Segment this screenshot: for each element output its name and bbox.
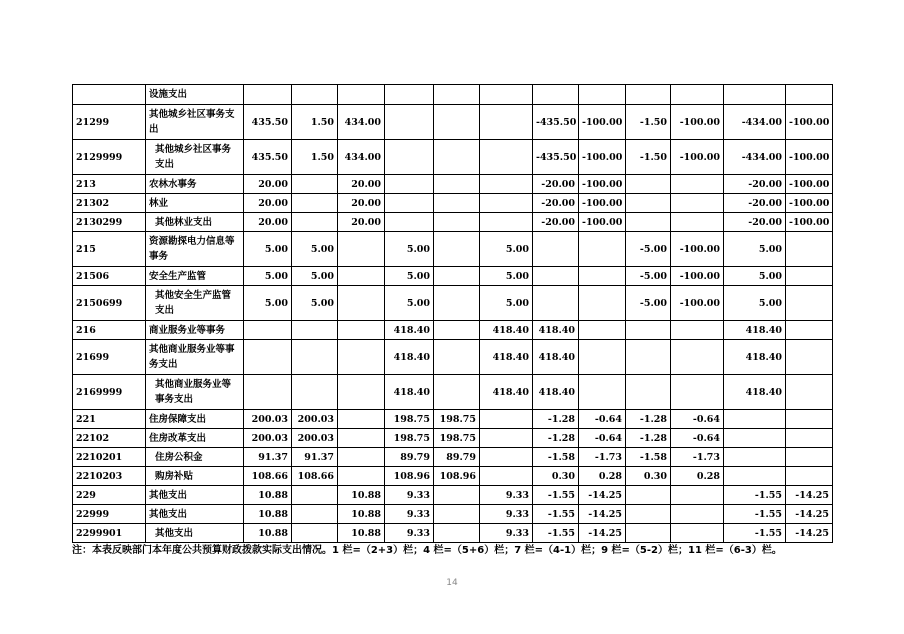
subject-name-cell: 其他城乡社区事务支出 <box>146 105 244 140</box>
subject-name-cell: 住房改革支出 <box>146 429 244 448</box>
subject-code-cell: 229 <box>73 486 146 505</box>
amount-cell: -100.00 <box>786 213 833 232</box>
amount-cell: 418.40 <box>480 340 533 375</box>
table-row <box>73 486 833 505</box>
amount-cell: 89.79 <box>434 448 480 467</box>
amount-cell: -20.00 <box>724 194 786 213</box>
amount-cell <box>626 524 671 543</box>
amount-cell: -0.64 <box>579 429 626 448</box>
amount-cell: -100.00 <box>671 140 724 175</box>
table-row <box>73 524 833 543</box>
amount-cell: 10.88 <box>338 524 385 543</box>
amount-cell <box>480 194 533 213</box>
amount-cell: -1.28 <box>533 429 579 448</box>
amount-cell: 10.88 <box>338 486 385 505</box>
amount-cell: -100.00 <box>579 105 626 140</box>
subject-code-cell: 2150699 <box>73 286 146 321</box>
amount-cell: -1.73 <box>671 448 724 467</box>
amount-cell: -100.00 <box>671 105 724 140</box>
amount-cell: 418.40 <box>724 375 786 410</box>
subject-name-cell: 购房补贴 <box>146 467 244 486</box>
amount-cell <box>292 375 338 410</box>
subject-code-cell: 221 <box>73 410 146 429</box>
table-row <box>73 105 833 140</box>
subject-code-cell: 216 <box>73 321 146 340</box>
amount-cell <box>292 486 338 505</box>
amount-cell <box>434 232 480 267</box>
amount-cell <box>579 232 626 267</box>
amount-cell: 418.40 <box>533 340 579 375</box>
subject-name-cell: 其他安全生产监管支出 <box>146 286 244 321</box>
subject-code-cell: 215 <box>73 232 146 267</box>
amount-cell <box>434 486 480 505</box>
amount-cell: -100.00 <box>671 286 724 321</box>
table-row <box>73 267 833 286</box>
amount-cell <box>626 85 671 105</box>
amount-cell: 9.33 <box>480 486 533 505</box>
amount-cell <box>533 85 579 105</box>
amount-cell: -100.00 <box>786 140 833 175</box>
amount-cell <box>786 232 833 267</box>
subject-name-cell: 其他支出 <box>146 524 244 543</box>
table-row <box>73 505 833 524</box>
amount-cell <box>385 105 434 140</box>
amount-cell: 5.00 <box>385 286 434 321</box>
amount-cell <box>292 505 338 524</box>
table-row <box>73 194 833 213</box>
amount-cell: 5.00 <box>244 267 292 286</box>
amount-cell <box>786 467 833 486</box>
amount-cell: -435.50 <box>533 140 579 175</box>
subject-code-cell: 22102 <box>73 429 146 448</box>
amount-cell <box>671 213 724 232</box>
subject-name-cell: 住房公积金 <box>146 448 244 467</box>
amount-cell: 434.00 <box>338 105 385 140</box>
amount-cell <box>579 321 626 340</box>
amount-cell: 434.00 <box>338 140 385 175</box>
amount-cell: 418.40 <box>533 375 579 410</box>
amount-cell <box>480 140 533 175</box>
amount-cell <box>579 85 626 105</box>
amount-cell: 198.75 <box>434 429 480 448</box>
amount-cell <box>292 340 338 375</box>
amount-cell <box>724 410 786 429</box>
subject-name-cell: 农林水事务 <box>146 175 244 194</box>
amount-cell <box>434 85 480 105</box>
amount-cell <box>480 429 533 448</box>
amount-cell: 0.30 <box>626 467 671 486</box>
subject-code-cell: 22999 <box>73 505 146 524</box>
amount-cell: 20.00 <box>244 175 292 194</box>
amount-cell <box>434 213 480 232</box>
amount-cell <box>626 505 671 524</box>
amount-cell <box>434 505 480 524</box>
amount-cell <box>724 85 786 105</box>
amount-cell: -100.00 <box>786 194 833 213</box>
amount-cell: 5.00 <box>480 232 533 267</box>
amount-cell <box>292 321 338 340</box>
subject-name-cell: 其他支出 <box>146 486 244 505</box>
table-row <box>73 429 833 448</box>
amount-cell: 9.33 <box>385 524 434 543</box>
amount-cell <box>626 175 671 194</box>
amount-cell <box>338 375 385 410</box>
amount-cell: 418.40 <box>480 321 533 340</box>
subject-code-cell: 21302 <box>73 194 146 213</box>
amount-cell: 5.00 <box>724 286 786 321</box>
amount-cell: 5.00 <box>385 267 434 286</box>
amount-cell: 9.33 <box>385 486 434 505</box>
table-row <box>73 232 833 267</box>
amount-cell: 20.00 <box>244 194 292 213</box>
amount-cell <box>292 85 338 105</box>
amount-cell <box>480 175 533 194</box>
amount-cell <box>626 340 671 375</box>
table-row <box>73 85 833 105</box>
amount-cell: -100.00 <box>579 213 626 232</box>
amount-cell <box>579 340 626 375</box>
amount-cell: 1.50 <box>292 105 338 140</box>
subject-code-cell: 2299901 <box>73 524 146 543</box>
amount-cell: 200.03 <box>292 429 338 448</box>
subject-name-cell: 其他城乡社区事务支出 <box>146 140 244 175</box>
amount-cell <box>480 105 533 140</box>
amount-cell: -5.00 <box>626 286 671 321</box>
amount-cell <box>244 321 292 340</box>
amount-cell <box>292 175 338 194</box>
amount-cell: 418.40 <box>385 340 434 375</box>
amount-cell: 200.03 <box>244 410 292 429</box>
amount-cell <box>480 467 533 486</box>
subject-code-cell <box>73 85 146 105</box>
amount-cell: -435.50 <box>533 105 579 140</box>
amount-cell: 0.28 <box>671 467 724 486</box>
subject-code-cell: 2210201 <box>73 448 146 467</box>
subject-name-cell: 其他支出 <box>146 505 244 524</box>
amount-cell <box>480 410 533 429</box>
amount-cell <box>671 194 724 213</box>
amount-cell <box>671 486 724 505</box>
subject-code-cell: 2169999 <box>73 375 146 410</box>
amount-cell: 5.00 <box>244 232 292 267</box>
amount-cell: 5.00 <box>292 267 338 286</box>
amount-cell: 0.30 <box>533 467 579 486</box>
amount-cell: 418.40 <box>385 375 434 410</box>
subject-name-cell: 商业服务业等事务 <box>146 321 244 340</box>
amount-cell <box>244 85 292 105</box>
amount-cell: 1.50 <box>292 140 338 175</box>
amount-cell: -1.55 <box>724 524 786 543</box>
amount-cell: -100.00 <box>671 232 724 267</box>
amount-cell <box>338 448 385 467</box>
amount-cell: 418.40 <box>533 321 579 340</box>
amount-cell <box>579 286 626 321</box>
amount-cell <box>434 286 480 321</box>
subject-name-cell: 安全生产监管 <box>146 267 244 286</box>
amount-cell <box>671 375 724 410</box>
table-row <box>73 321 833 340</box>
table-footnote: 注：本表反映部门本年度公共预算财政拨款实际支出情况。1 栏=（2+3）栏；4 栏=（5+6）栏；7 栏=（4-1）栏；9 栏=（5-2）栏；11 栏=（6-3）栏。 <box>72 545 782 556</box>
amount-cell <box>434 105 480 140</box>
amount-cell: 20.00 <box>244 213 292 232</box>
amount-cell <box>786 375 833 410</box>
amount-cell: -1.58 <box>533 448 579 467</box>
amount-cell: 10.88 <box>244 505 292 524</box>
amount-cell <box>533 232 579 267</box>
subject-code-cell: 2129999 <box>73 140 146 175</box>
amount-cell <box>533 267 579 286</box>
amount-cell <box>434 194 480 213</box>
amount-cell: 200.03 <box>292 410 338 429</box>
amount-cell <box>480 448 533 467</box>
amount-cell: -5.00 <box>626 267 671 286</box>
amount-cell <box>480 213 533 232</box>
amount-cell: 418.40 <box>480 375 533 410</box>
amount-cell <box>724 429 786 448</box>
amount-cell: -20.00 <box>533 194 579 213</box>
amount-cell: -1.55 <box>724 486 786 505</box>
amount-cell: -20.00 <box>724 213 786 232</box>
amount-cell <box>338 340 385 375</box>
amount-cell <box>338 267 385 286</box>
amount-cell <box>244 375 292 410</box>
amount-cell: -20.00 <box>533 175 579 194</box>
amount-cell <box>292 194 338 213</box>
table-row <box>73 340 833 375</box>
amount-cell <box>626 194 671 213</box>
amount-cell: 0.28 <box>579 467 626 486</box>
amount-cell: 435.50 <box>244 105 292 140</box>
subject-name-cell: 林业 <box>146 194 244 213</box>
amount-cell <box>385 175 434 194</box>
amount-cell: 10.88 <box>244 486 292 505</box>
amount-cell <box>786 429 833 448</box>
amount-cell: 108.96 <box>434 467 480 486</box>
amount-cell: -14.25 <box>579 486 626 505</box>
amount-cell: -100.00 <box>579 194 626 213</box>
subject-name-cell: 其他林业支出 <box>146 213 244 232</box>
amount-cell: -20.00 <box>533 213 579 232</box>
amount-cell <box>434 267 480 286</box>
amount-cell <box>480 85 533 105</box>
amount-cell <box>671 321 724 340</box>
amount-cell <box>244 340 292 375</box>
table-body <box>73 85 833 543</box>
amount-cell <box>338 286 385 321</box>
amount-cell: -5.00 <box>626 232 671 267</box>
amount-cell: 5.00 <box>244 286 292 321</box>
amount-cell: -100.00 <box>579 140 626 175</box>
amount-cell: 10.88 <box>244 524 292 543</box>
amount-cell: 10.88 <box>338 505 385 524</box>
amount-cell <box>626 375 671 410</box>
amount-cell <box>579 375 626 410</box>
amount-cell <box>385 194 434 213</box>
amount-cell: 20.00 <box>338 213 385 232</box>
amount-cell: -1.55 <box>533 486 579 505</box>
amount-cell: 5.00 <box>724 267 786 286</box>
amount-cell <box>626 213 671 232</box>
amount-cell: 20.00 <box>338 194 385 213</box>
amount-cell: -14.25 <box>786 505 833 524</box>
amount-cell: -100.00 <box>786 175 833 194</box>
table-row <box>73 375 833 410</box>
amount-cell: -1.28 <box>626 410 671 429</box>
amount-cell <box>338 429 385 448</box>
amount-cell: 108.66 <box>244 467 292 486</box>
amount-cell <box>786 340 833 375</box>
table-row <box>73 213 833 232</box>
subject-name-cell: 设施支出 <box>146 85 244 105</box>
amount-cell <box>338 410 385 429</box>
amount-cell: -1.28 <box>626 429 671 448</box>
amount-cell: 5.00 <box>724 232 786 267</box>
subject-code-cell: 2130299 <box>73 213 146 232</box>
budget-expenditure-table <box>72 84 833 543</box>
amount-cell <box>626 486 671 505</box>
subject-code-cell: 21699 <box>73 340 146 375</box>
amount-cell: 89.79 <box>385 448 434 467</box>
table-row <box>73 448 833 467</box>
amount-cell: 418.40 <box>724 340 786 375</box>
amount-cell <box>786 448 833 467</box>
subject-code-cell: 21299 <box>73 105 146 140</box>
amount-cell: -100.00 <box>579 175 626 194</box>
amount-cell: -20.00 <box>724 175 786 194</box>
subject-name-cell: 资源勘探电力信息等事务 <box>146 232 244 267</box>
amount-cell: -0.64 <box>671 429 724 448</box>
subject-code-cell: 2210203 <box>73 467 146 486</box>
amount-cell <box>338 85 385 105</box>
amount-cell: 9.33 <box>385 505 434 524</box>
amount-cell: -434.00 <box>724 105 786 140</box>
amount-cell: -14.25 <box>786 486 833 505</box>
table-row <box>73 286 833 321</box>
amount-cell <box>724 467 786 486</box>
page-number: 14 <box>446 578 458 588</box>
amount-cell: -1.50 <box>626 105 671 140</box>
amount-cell: -100.00 <box>786 105 833 140</box>
amount-cell <box>671 524 724 543</box>
amount-cell: -1.28 <box>533 410 579 429</box>
amount-cell: 198.75 <box>385 429 434 448</box>
amount-cell <box>786 410 833 429</box>
amount-cell: -1.55 <box>533 524 579 543</box>
amount-cell: 5.00 <box>480 286 533 321</box>
subject-name-cell: 住房保障支出 <box>146 410 244 429</box>
amount-cell: -1.50 <box>626 140 671 175</box>
amount-cell <box>434 140 480 175</box>
amount-cell: 108.96 <box>385 467 434 486</box>
amount-cell: 418.40 <box>724 321 786 340</box>
amount-cell: -0.64 <box>579 410 626 429</box>
amount-cell <box>434 340 480 375</box>
amount-cell: -14.25 <box>579 524 626 543</box>
amount-cell: 5.00 <box>385 232 434 267</box>
amount-cell <box>434 321 480 340</box>
amount-cell: 418.40 <box>385 321 434 340</box>
amount-cell <box>786 286 833 321</box>
amount-cell <box>786 85 833 105</box>
amount-cell <box>385 140 434 175</box>
amount-cell <box>338 232 385 267</box>
amount-cell <box>385 213 434 232</box>
amount-cell <box>626 321 671 340</box>
amount-cell: -1.73 <box>579 448 626 467</box>
amount-cell <box>292 524 338 543</box>
subject-code-cell: 21506 <box>73 267 146 286</box>
amount-cell: -100.00 <box>671 267 724 286</box>
amount-cell <box>338 321 385 340</box>
amount-cell <box>338 467 385 486</box>
subject-name-cell: 其他商业服务业等事务支出 <box>146 340 244 375</box>
amount-cell <box>671 340 724 375</box>
amount-cell <box>579 267 626 286</box>
table-row <box>73 175 833 194</box>
table-row <box>73 140 833 175</box>
amount-cell: -14.25 <box>579 505 626 524</box>
amount-cell: 91.37 <box>244 448 292 467</box>
amount-cell: 91.37 <box>292 448 338 467</box>
amount-cell: 20.00 <box>338 175 385 194</box>
amount-cell: 5.00 <box>292 286 338 321</box>
amount-cell <box>533 286 579 321</box>
subject-code-cell: 213 <box>73 175 146 194</box>
amount-cell <box>385 85 434 105</box>
amount-cell <box>671 85 724 105</box>
subject-name-cell: 其他商业服务业等事务支出 <box>146 375 244 410</box>
amount-cell <box>434 175 480 194</box>
amount-cell: 198.75 <box>385 410 434 429</box>
amount-cell: -1.55 <box>724 505 786 524</box>
amount-cell: -1.55 <box>533 505 579 524</box>
amount-cell <box>434 375 480 410</box>
amount-cell: 9.33 <box>480 505 533 524</box>
amount-cell: 108.66 <box>292 467 338 486</box>
table-row <box>73 467 833 486</box>
amount-cell: 9.33 <box>480 524 533 543</box>
amount-cell: 5.00 <box>480 267 533 286</box>
amount-cell: 435.50 <box>244 140 292 175</box>
amount-cell: -14.25 <box>786 524 833 543</box>
amount-cell <box>434 524 480 543</box>
amount-cell <box>786 267 833 286</box>
amount-cell: -0.64 <box>671 410 724 429</box>
amount-cell <box>724 448 786 467</box>
amount-cell: -1.58 <box>626 448 671 467</box>
amount-cell <box>671 505 724 524</box>
amount-cell <box>786 321 833 340</box>
amount-cell <box>292 213 338 232</box>
amount-cell <box>671 175 724 194</box>
amount-cell: 200.03 <box>244 429 292 448</box>
amount-cell: -434.00 <box>724 140 786 175</box>
table-row <box>73 410 833 429</box>
amount-cell: 5.00 <box>292 232 338 267</box>
amount-cell: 198.75 <box>434 410 480 429</box>
